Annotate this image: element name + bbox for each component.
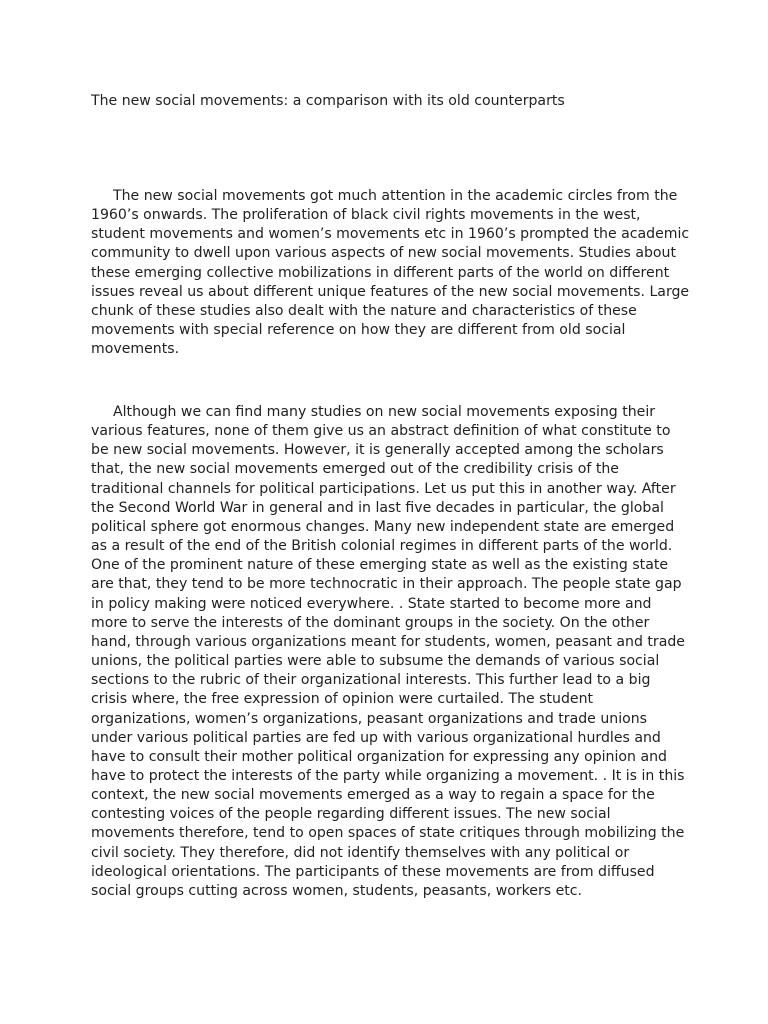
paragraph-line: movements. — [91, 341, 180, 358]
paragraph-1 — [91, 187, 690, 359]
paragraph-line: One of the prominent nature of these emerging state as well as the existing state — [91, 557, 669, 574]
paragraph-line: 1960’s onwards. The proliferation of black civil rights movements in the west, — [91, 207, 641, 224]
paragraph-line: hand, through various organizations meant for students, women, peasant and trade — [91, 633, 685, 650]
paragraph-line: political sphere got enormous changes. Many new independent state are emerged — [91, 518, 675, 535]
paragraph-line: context, the new social movements emerged as a way to regain a space for the — [91, 787, 655, 804]
paragraph-line: crisis where, the free expression of opinion were curtailed. The student — [91, 691, 594, 708]
paragraph-line: under various political parties are fed up with various organizational hurdles and — [91, 729, 661, 746]
paragraph-line: have to protect the interests of the party while organizing a movement. . It is in this — [91, 767, 685, 784]
paragraph-line: have to consult their mother political organization for expressing any opinion and — [91, 748, 667, 765]
paragraph-line: as a result of the end of the British colonial regimes in different parts of the world. — [91, 538, 673, 555]
paragraph-2 — [91, 403, 685, 901]
paragraph-line: movements with special reference on how they are different from old social — [91, 322, 626, 339]
paragraph-line: issues reveal us about different unique features of the new social movements. Large — [91, 283, 690, 300]
document-title: The new social movements: a comparison with its old counterparts — [91, 93, 565, 109]
paragraph-line: more to serve the interests of the dominant groups in the society. On the other — [91, 614, 650, 631]
paragraph-line: ideological orientations. The participants of these movements are from diffused — [91, 863, 655, 880]
paragraph-line: contesting voices of the people regarding different issues. The new social — [91, 806, 611, 823]
paragraph-line: in policy making were noticed everywhere. . State started to become more and — [91, 595, 652, 612]
paragraph-line: various features, none of them give us an abstract definition of what constitute to — [91, 423, 671, 440]
paragraph-line: the Second World War in general and in last five decades in particular, the global — [91, 499, 664, 516]
paragraph-line: student movements and women’s movements etc in 1960’s prompted the academic — [91, 226, 690, 243]
paragraph-line: unions, the political parties were able to subsume the demands of various social — [91, 653, 660, 670]
paragraph-line: community to dwell upon various aspects of new social movements. Studies about — [91, 245, 677, 262]
paragraph-line: be new social movements. However, it is generally accepted among the scholars — [91, 442, 664, 459]
paragraph-line: chunk of these studies also dealt with the nature and characteristics of these — [91, 302, 637, 319]
paragraph-line: Although we can find many studies on new social movements exposing their — [113, 404, 656, 420]
paragraph-line: civil society. They therefore, did not identify themselves with any political or — [91, 844, 630, 861]
paragraph-line: sections to the rubric of their organizational interests. This further lead to a big — [91, 672, 651, 689]
paragraph-line: organizations, women’s organizations, peasant organizations and trade unions — [91, 710, 648, 727]
paragraph-line: movements therefore, tend to open spaces of state critiques through mobilizing the — [91, 825, 685, 842]
paragraph-line: traditional channels for political participations. Let us put this in another way. After — [91, 480, 676, 497]
paragraph-line: are that, they tend to be more technocratic in their approach. The people state gap — [91, 576, 682, 593]
paragraph-line: these emerging collective mobilizations in different parts of the world on different — [91, 264, 670, 281]
paragraph-line: The new social movements got much attention in the academic circles from the — [113, 188, 678, 204]
paragraph-line: that, the new social movements emerged out of the credibility crisis of the — [91, 461, 619, 478]
paragraph-line: social groups cutting across women, students, peasants, workers etc. — [91, 882, 583, 899]
